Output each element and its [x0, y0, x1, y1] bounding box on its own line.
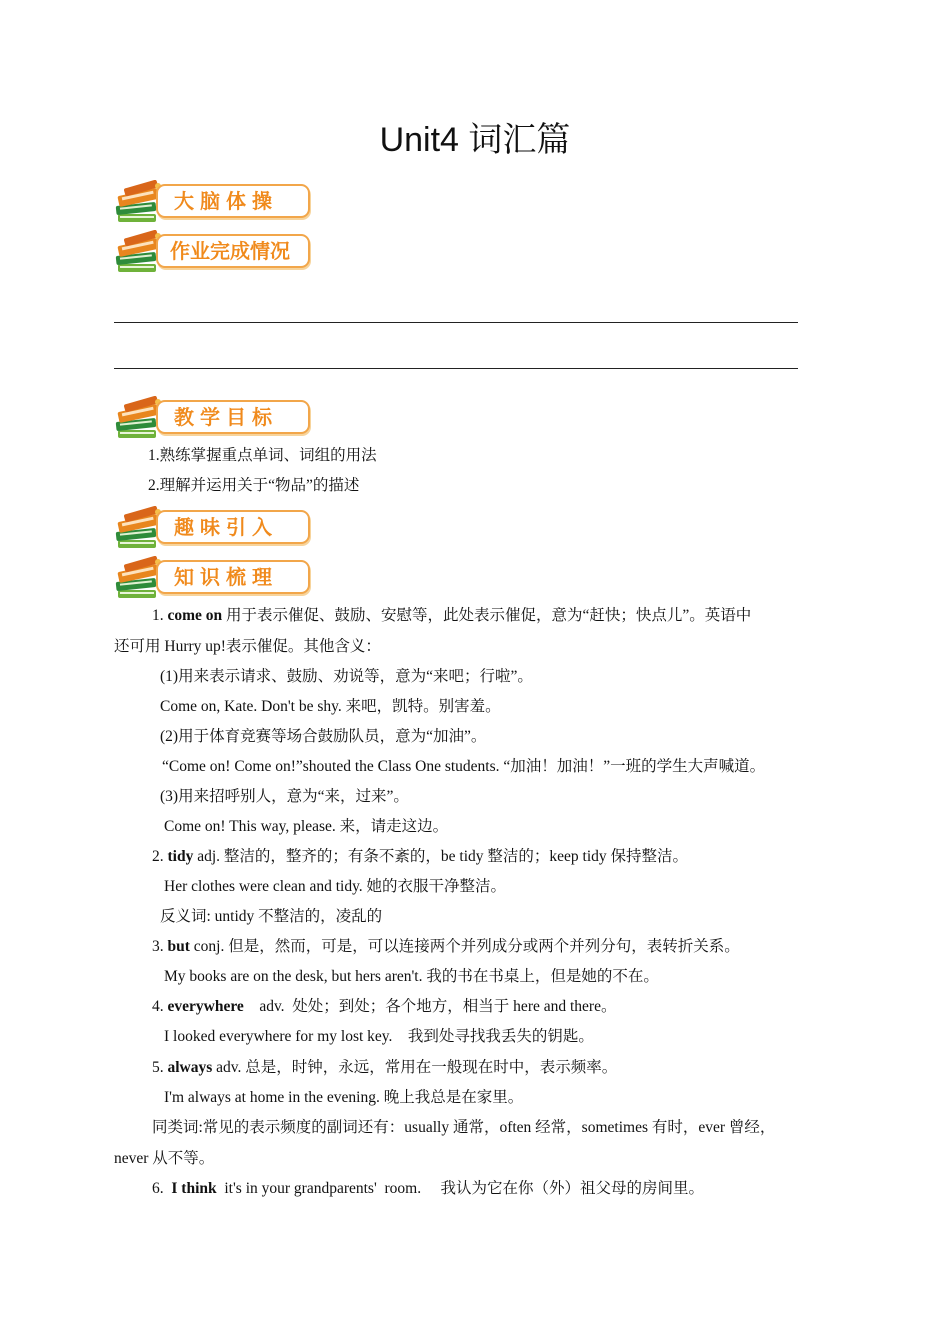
- vocab-item-5: 5. always adv. 总是，时钟，永远，常用在一般现在时中，表示频率。: [152, 1059, 618, 1076]
- vocab-item-4: 4. everywhere adv. 处处；到处；各个地方，相当于 here and there。: [152, 998, 617, 1015]
- section-badge-intro: [114, 506, 310, 552]
- section-label-goals: 教学目标: [174, 405, 278, 429]
- vocab-word: come on: [167, 607, 223, 624]
- answer-line: [114, 322, 798, 323]
- vocab-example: Come on! This way, please. 来，请走这边。: [164, 818, 449, 835]
- section-label-homework: 作业完成情况: [170, 239, 290, 263]
- vocab-text: 同类词:常见的表示频度的副词还有：usually 通常，often 经常，sometimes 有时，ever 曾经，: [152, 1119, 776, 1136]
- section-label-brain: 大脑体操: [174, 189, 278, 213]
- vocab-word: always: [167, 1059, 213, 1076]
- vocab-example: My books are on the desk, but hers aren't. 我的书在书桌上，但是她的不在。: [164, 968, 659, 985]
- section-label-knowledge: 知识梳理: [174, 565, 278, 589]
- vocab-text: (2)用于体育竞赛等场合鼓励队员，意为“加油”。: [160, 728, 487, 745]
- section-badge-goals: [114, 396, 310, 442]
- vocab-text: 反义词: untidy 不整洁的，凌乱的: [160, 908, 383, 925]
- vocab-example: Her clothes were clean and tidy. 她的衣服干净整洁。: [164, 878, 507, 895]
- vocab-example: I looked everywhere for my lost key. 我到处寻找我丢失的钥匙。: [164, 1028, 594, 1045]
- goal-item: 2.理解并运用关于“物品”的描述: [148, 477, 360, 494]
- vocab-item-3: 3. but conj. 但是，然而，可是，可以连接两个并列成分或两个并列分句，表转折关系。: [152, 938, 740, 955]
- vocab-example: Come on, Kate. Don't be shy. 来吧，凯特。别害羞。: [160, 698, 501, 715]
- goal-item: 1.熟练掌握重点单词、词组的用法: [148, 447, 377, 464]
- section-badge-knowledge: [114, 556, 310, 602]
- section-label-intro: 趣味引入: [174, 515, 278, 539]
- vocab-item-2: 2. tidy adj. 整洁的，整齐的；有条不紊的，be tidy 整洁的；keep tidy 保持整洁。: [152, 848, 689, 865]
- section-badge-homework: [114, 230, 310, 276]
- vocab-text: (3)用来招呼别人，意为“来，过来”。: [160, 788, 409, 805]
- vocab-item-6: 6. I think it's in your grandparents' room. 我认为它在你（外）祖父母的房间里。: [152, 1180, 704, 1197]
- vocab-word: tidy: [167, 848, 194, 865]
- page-title: Unit4 词汇篇: [379, 121, 571, 159]
- vocab-text: 还可用 Hurry up!表示催促。其他含义：: [114, 638, 381, 655]
- answer-line: [114, 368, 798, 369]
- section-badge-brain: [114, 180, 310, 226]
- vocab-text: never 从不等。: [114, 1150, 215, 1167]
- vocab-item-1: 1. come on 用于表示催促、鼓励、安慰等，此处表示催促，意为“赶快；快点儿”。英语中: [152, 607, 752, 624]
- vocab-text: (1)用来表示请求、鼓励、劝说等，意为“来吧；行啦”。: [160, 668, 533, 685]
- vocab-example: I'm always at home in the evening. 晚上我总是在家里。: [164, 1089, 524, 1106]
- vocab-word: everywhere: [167, 998, 244, 1015]
- vocab-example: “Come on! Come on!”shouted the Class One students. “加油！加油！”一班的学生大声喊道。: [162, 758, 766, 775]
- vocab-word: I think: [171, 1180, 217, 1197]
- vocab-word: but: [167, 938, 190, 955]
